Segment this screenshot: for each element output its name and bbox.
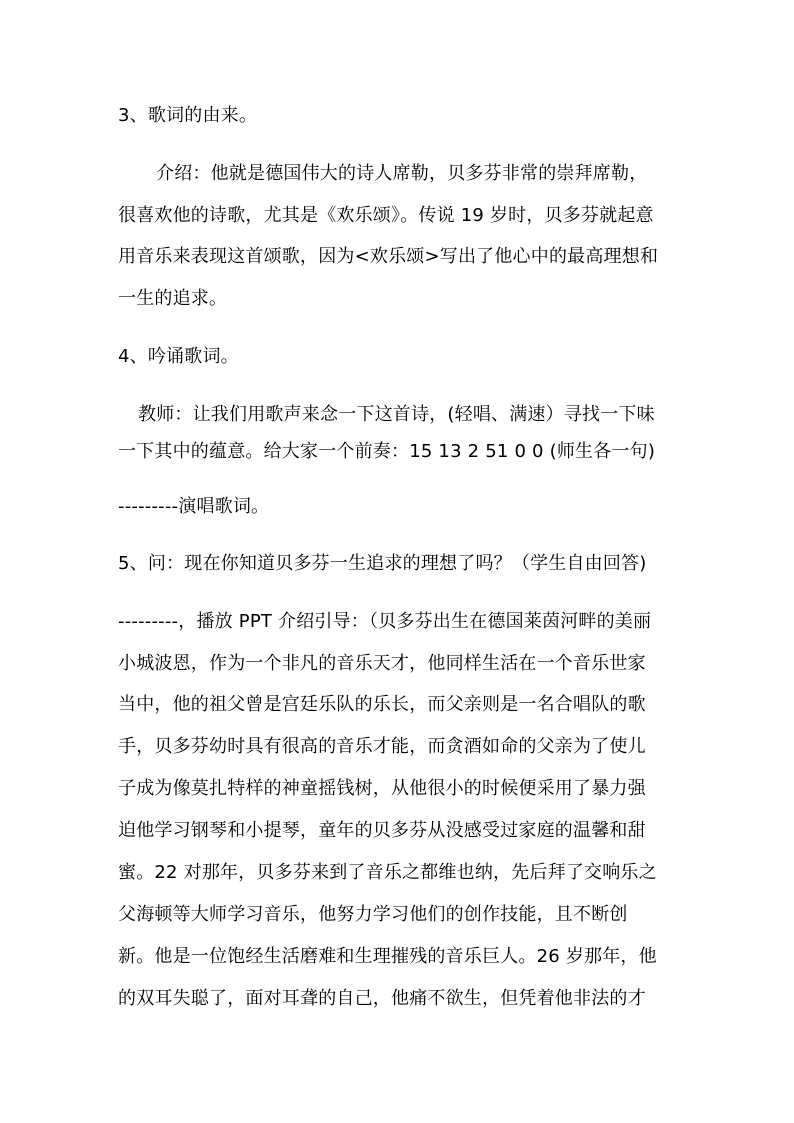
paragraph-line: 蜜。22 对那年，贝多芬来到了音乐之都维也纳，先后拜了交响乐之 bbox=[118, 862, 657, 883]
heading-lyrics-origin: 3、歌词的由来。 bbox=[118, 105, 258, 126]
paragraph-line: ---------演唱歌词。 bbox=[118, 496, 270, 517]
paragraph-line: 当中，他的祖父曾是宫廷乐队的乐长，而父亲则是一名合唱队的歌 bbox=[118, 694, 646, 715]
paragraph-line: 新。他是一位饱经生活磨难和生理摧残的音乐巨人。26 岁那年，他 bbox=[118, 946, 657, 967]
paragraph-line: 的双耳失聪了，面对耳聋的自己，他痛不欲生，但凭着他非法的才 bbox=[118, 988, 646, 1009]
paragraph-line: 父海顿等大师学习音乐，他努力学习他们的创作技能，且不断创 bbox=[118, 904, 628, 925]
paragraph-line: 一生的追求。 bbox=[118, 288, 228, 309]
paragraph-line: 很喜欢他的诗歌，尤其是《欢乐颂》。传说 19 岁时，贝多芬就起意 bbox=[118, 205, 654, 226]
heading-question: 5、问：现在你知道贝多芬一生追求的理想了吗？（学生自由回答) bbox=[118, 553, 647, 574]
paragraph-line: 手，贝多芬幼时具有很高的音乐才能，而贪酒如命的父亲为了使儿 bbox=[118, 736, 646, 757]
paragraph-line: ---------，播放 PPT 介绍引导：（贝多芬出生在德国莱茵河畔的美丽 bbox=[118, 611, 652, 632]
paragraph-line: 用音乐来表现这首颂歌，因为<欢乐颂>写出了他心中的最高理想和 bbox=[118, 246, 659, 267]
paragraph-line: 子成为像莫扎特样的神童摇钱树，从他很小的时候便采用了暴力强 bbox=[118, 778, 646, 799]
paragraph-line: 教师：让我们用歌声来念一下这首诗，(轻唱、满速）寻找一下味 bbox=[138, 404, 655, 425]
paragraph-line: 一下其中的蕴意。给大家一个前奏：15 13 2 51 0 0 (师生各一句) bbox=[118, 441, 656, 462]
paragraph-line: 小城波恩，作为一个非凡的音乐天才，他同样生活在一个音乐世家 bbox=[118, 653, 646, 674]
paragraph-line: 介绍：他就是德国伟大的诗人席勒，贝多芬非常的崇拜席勒， bbox=[156, 163, 648, 184]
paragraph-line: 迫他学习钢琴和小提琴，童年的贝多芬从没感受过家庭的温馨和甜 bbox=[118, 820, 646, 841]
heading-recite-lyrics: 4、吟诵歌词。 bbox=[118, 346, 239, 367]
